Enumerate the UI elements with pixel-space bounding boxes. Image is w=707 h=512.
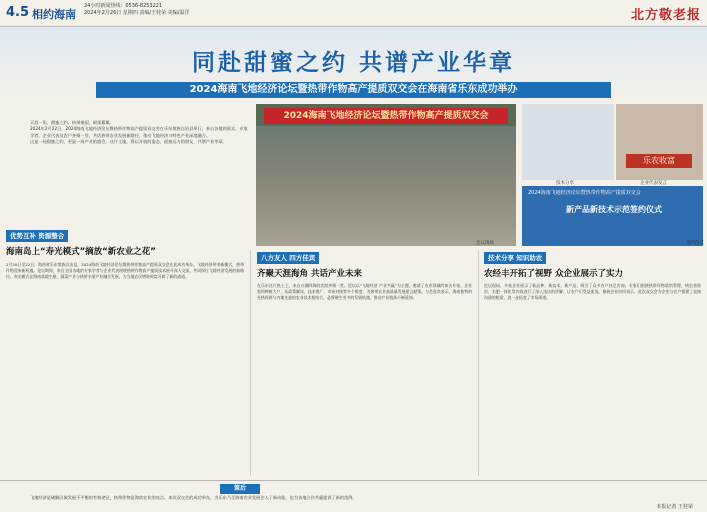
photo-caption: 企业代表发言 <box>640 181 667 186</box>
article-paragraph: 论坛现场，多家企业展示了新品种、新技术、新产品，吸引了众多农户驻足咨询。专家们围绕热带作物栽培管理、病虫害防治、水肥一体化等内容进行了深入浅出的讲解，让农户们受益匪浅。参展企业纷纷表示，此次双交会为企业与农户搭建了直接沟通的桥梁，进一步拓宽了市场渠道。 <box>484 283 701 300</box>
main-headline: 同赴甜蜜之约 共谱产业华章 <box>191 50 515 76</box>
header-meta <box>84 3 189 17</box>
company-sign: 乐农收富 <box>626 154 692 168</box>
date-editor-text: 2024年2月26日 星期四 责编/王桂荣 美编/温洋 <box>84 10 190 16</box>
audience-image <box>256 126 516 246</box>
section-bar: 优势互补 资源整合 <box>6 230 68 242</box>
page-header <box>0 0 707 27</box>
event-banner-in-photo: 2024海南飞地经济论坛暨热带作物高产提质双交会 <box>264 108 508 124</box>
column-divider <box>478 250 479 476</box>
article-paragraph: 2月20日至22日，海南省乐东黎族自治县，2024海南飞地经济论坛暨热带作物高产提质双交会在此成功举办。飞地经济带来新模式，热带作物迎来新机遇。论坛期间，来自全国各地的专家学者与企业代表围绕热带作物高产提质技术展开深入交流，共同探讨飞地经济发展的新路径。寿光模式在海南落地生根，蔬菜产业与热带水果产业融合发展，为当地农民增收致富开辟了新的通道。 <box>6 262 244 279</box>
masthead: 北方敬老报 <box>630 8 701 23</box>
article-title: 农经丰开拓了视野 众企业展示了实力 <box>484 269 623 279</box>
signing-banner-top: 2024海南飞地经济论坛暨热带作物高产提质双交会 <box>528 190 641 196</box>
signing-photo <box>522 186 703 246</box>
main-photo <box>256 104 516 246</box>
intro-paragraph: 这是一场甜蜜之约，更是一场产业的盛会。这片土地，将以开放的姿态，迎接远方的朋友，共谱产业华章。 <box>30 138 227 144</box>
photo-caption: 会议现场 <box>476 241 494 246</box>
footer-text: 飞地经济是破解区域发展不平衡的有效途径，热带作物是海南农业的亮点。本次双交会的成功举办，为乐东乃至海南农业发展注入了新动能，也为各地合作共赢提供了新的范例。 <box>30 495 357 500</box>
article-body <box>257 283 472 478</box>
section-bar: 技术分享 知识助农 <box>484 252 546 264</box>
intro-paragraph: 天涯一角，甜蜜之约。热带果园，硕果累累。 <box>30 120 114 125</box>
footer-section-bar: 策后 <box>220 484 260 494</box>
page-number: 4.5 <box>6 5 30 20</box>
section-name: 相约海南 <box>32 8 76 21</box>
intro-text <box>30 120 250 200</box>
photo-caption: 技术分享 <box>556 181 574 186</box>
article-body <box>484 283 701 478</box>
speaker-photo <box>522 104 614 180</box>
article-title: 齐聚天涯海角 共话产业未来 <box>257 269 362 279</box>
section-bar: 八方友人 四方佳宾 <box>257 252 319 264</box>
photo-caption: 签约仪式 <box>686 241 704 246</box>
company-photo <box>616 104 703 180</box>
sub-headline: 2024海南飞地经济论坛暨热带作物高产提质双交会在海南省乐东成功举办 <box>96 82 611 98</box>
column-divider <box>250 250 251 476</box>
article-paragraph: 在乐东这片热土上，来自五湖四海的宾朋齐聚一堂。论坛以“飞地经济 产业共赢”为主题，邀请了农业领域的知名专家、企业家和种植大户，从政策解读、技术推广、市场对接等多个维度，为热带农业高质量发展建言献策。与会嘉宾表示，海南独特的光热资源与内地先进的农业技术相结合，必将催生更多的发展机遇，推动产业链条不断延伸。 <box>257 283 472 300</box>
article-title: 海南岛上“寿光模式”摘放“新农业之花” <box>6 247 156 257</box>
signing-banner-title: 新产品新技术示范签约仪式 <box>566 205 662 214</box>
hotline-text: 24小时新闻热线：0536-8253221 <box>84 3 163 9</box>
editor-credit: 本报记者 王桂荣 <box>656 504 693 510</box>
article-body <box>6 262 244 478</box>
intro-paragraph: 2024年2月22日，2024海南飞地经济论坛暨热带作物高产提质双交会在乐东黎族自治县举行，来自各地的嘉宾、专家学者、企业代表及农户齐聚一堂，共话热带农业发展新路径，推动飞地经济与特色产业深度融合。 <box>30 126 248 138</box>
